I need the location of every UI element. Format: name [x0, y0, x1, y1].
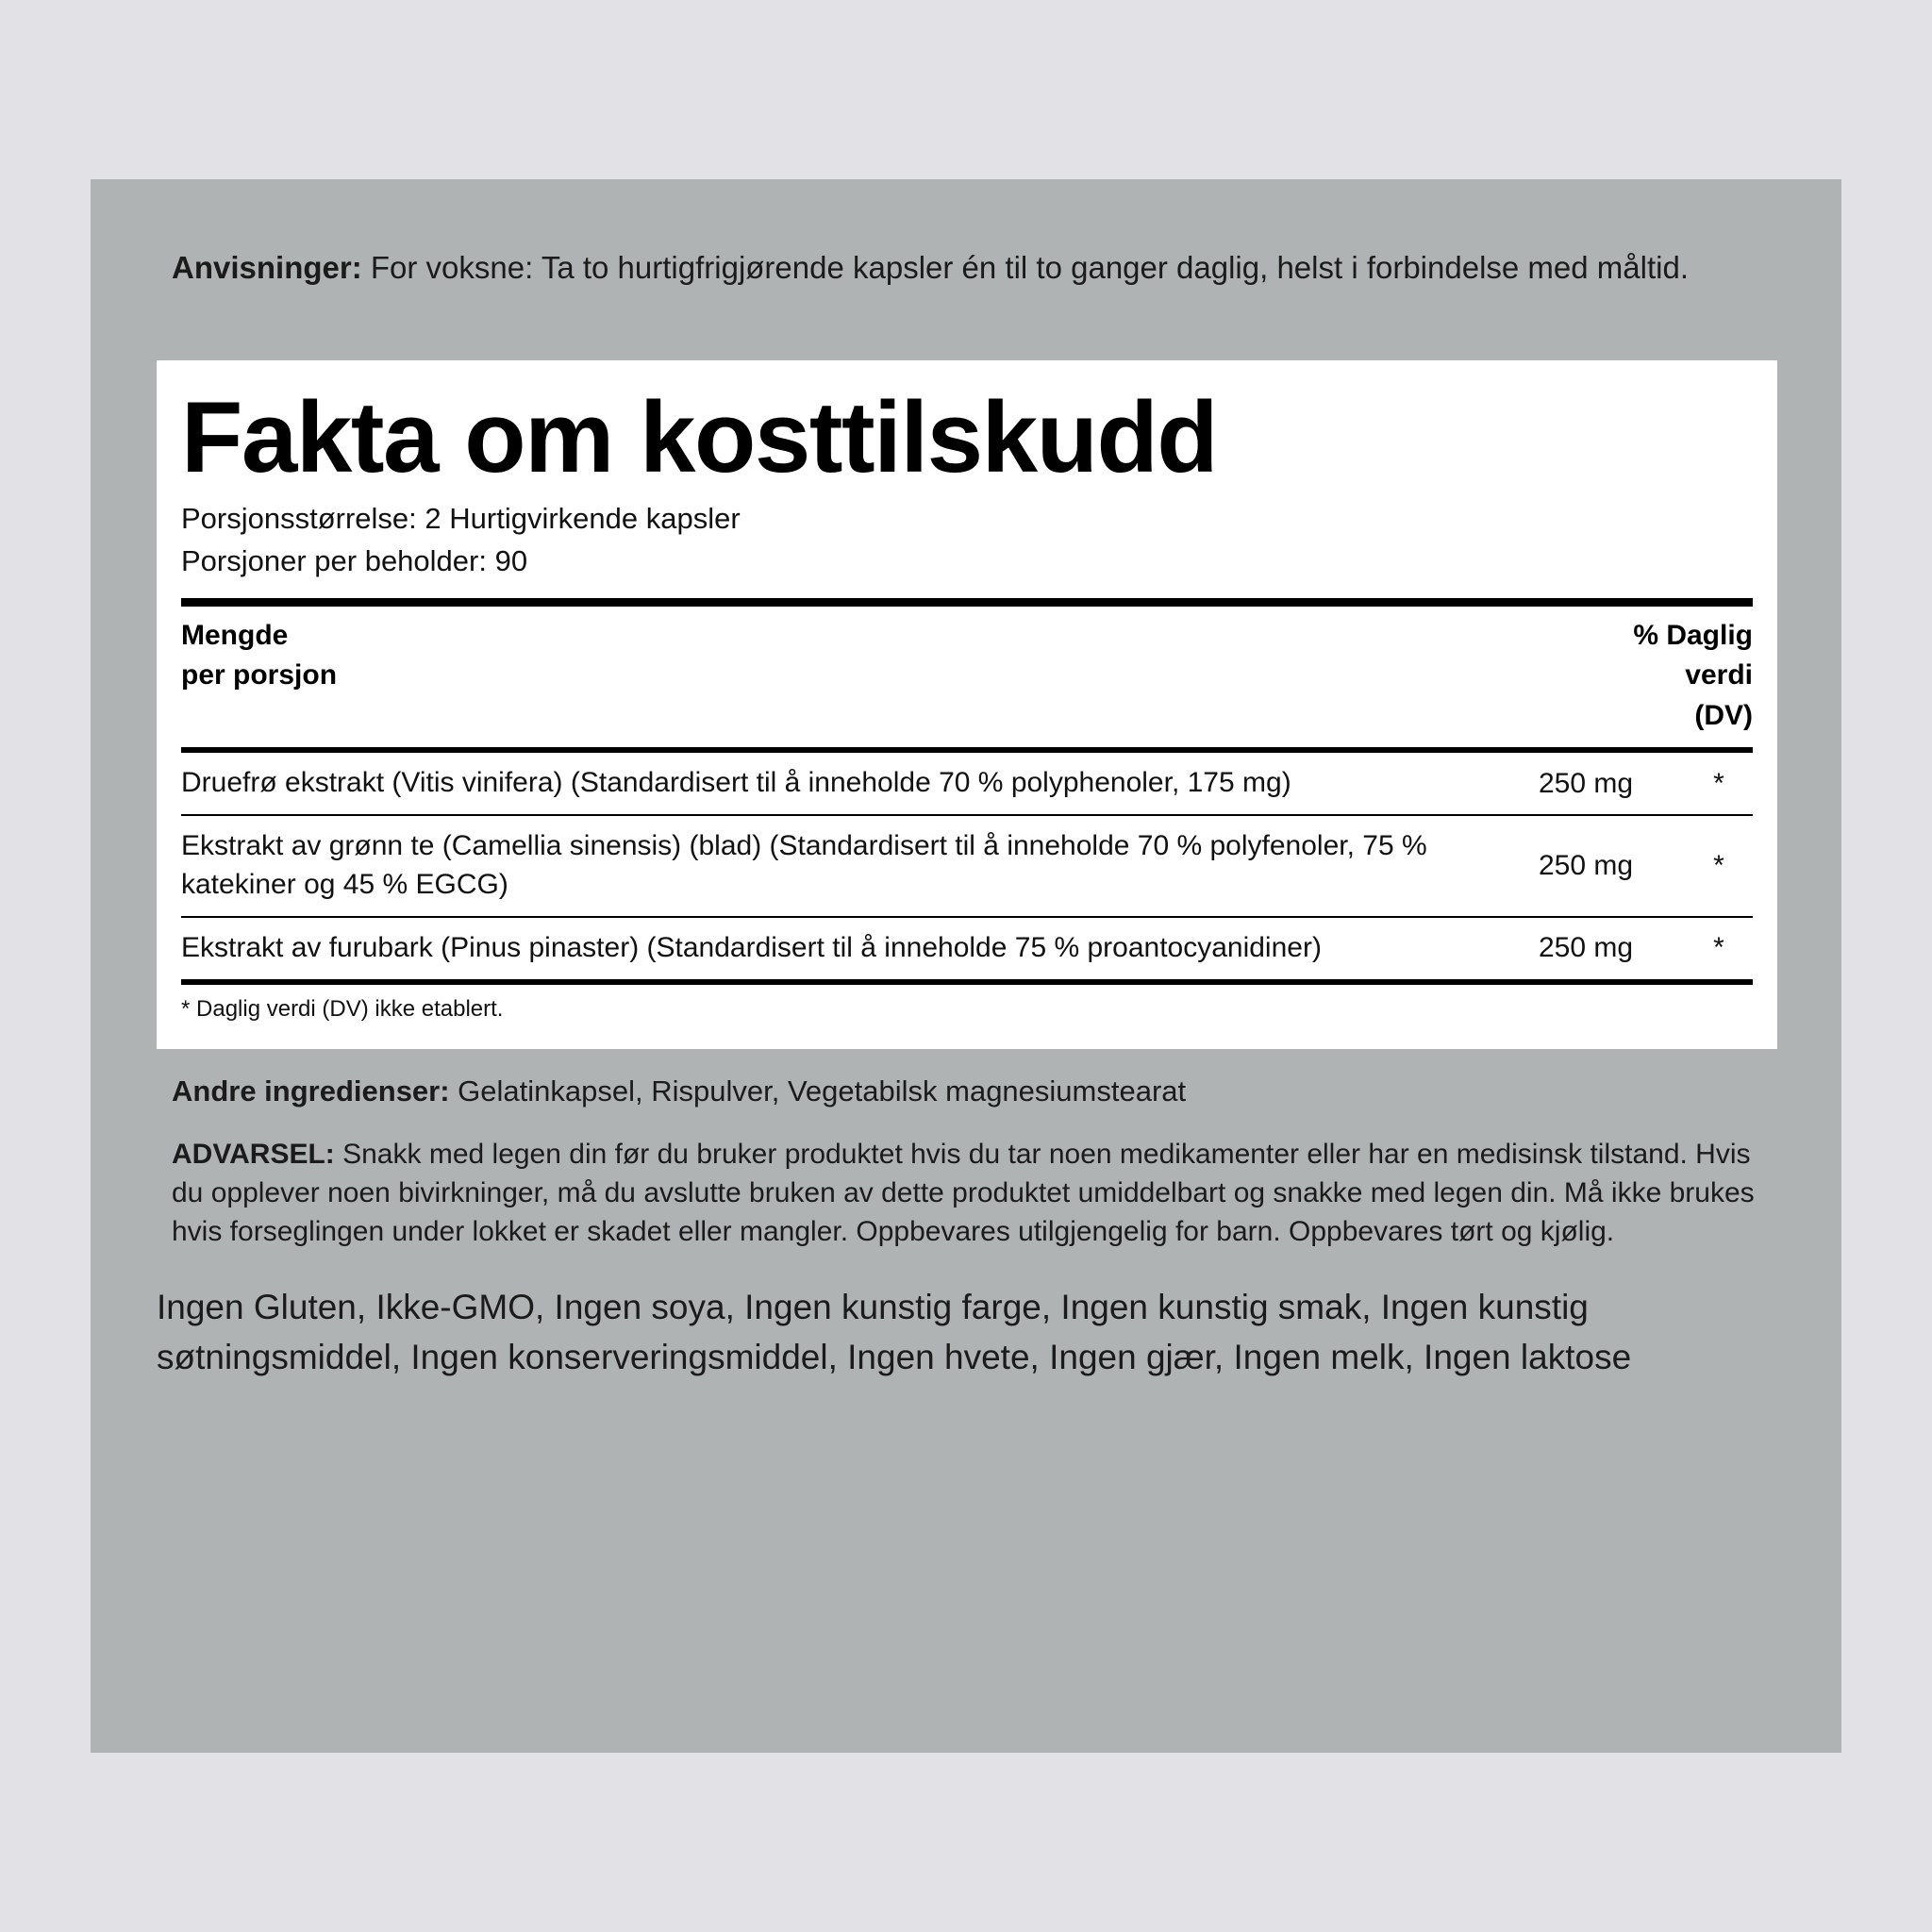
ingredient-daily-value: *	[1713, 850, 1724, 882]
dv-header-line1: % Daglig	[1633, 619, 1753, 651]
amount-header-line2: per porsjon	[181, 659, 338, 691]
other-ingredients-label: Andre ingredienser:	[172, 1074, 450, 1108]
table-row	[181, 816, 1753, 916]
ingredient-amount: 250 mg	[1538, 767, 1634, 799]
dv-header-line3: (DV)	[1694, 699, 1753, 731]
other-ingredients-paragraph	[172, 1072, 1775, 1111]
ingredient-name: Ekstrakt av furubark (Pinus pinaster) (Standardisert til å inneholde 75 % proantocyanidiner)	[181, 931, 1322, 963]
warning-text: Snakk med legen din før du bruker produktet hvis du tar noen medikamenter eller har en medisinsk tilstand. Hvis du opplever noen bivirkninger, må du avslutte bruken av dette produktet umiddelbart og snakke med legen din. Må ikke brukes hvis forseglingen under lokket er skadet eller mangler. Oppbevares utilgjengelig for barn. Oppbevares tørt og kjølig.	[172, 1139, 1755, 1247]
supplement-facts-box	[157, 360, 1777, 1049]
serving-size-line: Porsjonsstørrelse: 2 Hurtigvirkende kapsler	[181, 501, 741, 535]
ingredient-amount: 250 mg	[1538, 932, 1634, 964]
other-ingredients-text: Gelatinkapsel, Rispulver, Vegetabilsk magnesiumstearat	[449, 1074, 1187, 1108]
ingredient-name: Druefrø ekstrakt (Vitis vinifera) (Standardisert til å inneholde 70 % polyphenoler, 175 mg)	[181, 767, 1291, 799]
ingredient-name: Ekstrakt av grønn te (Camellia sinensis) (blad) (Standardisert til å inneholde 70 % polyfenoler, 75 % katekiner og 45 % EGCG)	[181, 830, 1427, 901]
free-from-claims: Ingen Gluten, Ikke-GMO, Ingen soya, Ingen kunstig farge, Ingen kunstig smak, Ingen kunstig søtningsmiddel, Ingen konserveringsmiddel, Ingen hvete, Ingen gjær, Ingen melk, Ingen laktose	[157, 1288, 1632, 1376]
supplement-label-panel	[91, 179, 1841, 1753]
warning-paragraph	[172, 1136, 1781, 1251]
table-row	[181, 918, 1753, 979]
supplement-facts-title: Fakta om kosttilskudd	[181, 380, 1218, 493]
ingredient-daily-value: *	[1713, 767, 1724, 799]
table-row	[181, 753, 1753, 814]
warning-label: ADVARSEL:	[172, 1139, 335, 1170]
directions-paragraph	[172, 247, 1775, 289]
daily-value-footnote: * Daglig verdi (DV) ikke etablert.	[181, 995, 504, 1022]
amount-header-line1: Mengde	[181, 619, 289, 651]
directions-text: For voksne: Ta to hurtigfrigjørende kapsler én til to ganger daglig, helst i forbindelse med måltid.	[361, 250, 1689, 285]
amount-per-serving-header	[181, 607, 1753, 748]
divider-thick-top	[181, 598, 1753, 607]
directions-label: Anvisninger:	[172, 250, 362, 285]
ingredient-daily-value: *	[1713, 932, 1724, 964]
dv-header-line2: verdi	[1685, 659, 1753, 691]
servings-per-container-line: Porsjoner per beholder: 90	[181, 543, 528, 577]
ingredient-amount: 250 mg	[1538, 850, 1634, 882]
